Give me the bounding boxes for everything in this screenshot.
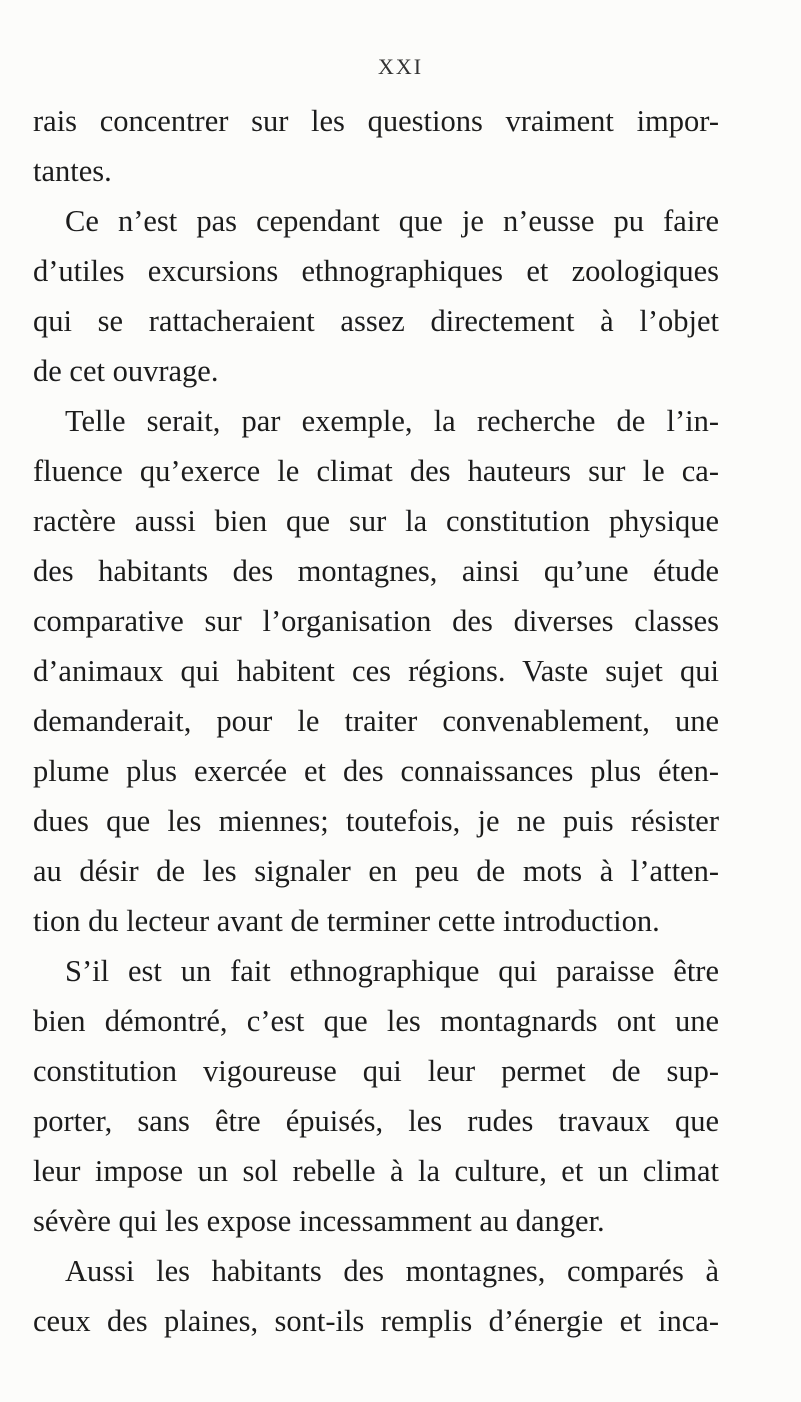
text-line: des habitants des montagnes, ainsi qu’une étude [33, 554, 719, 588]
text-line: de cet ouvrage. [33, 354, 219, 388]
text-line: d’animaux qui habitent ces régions. Vaste sujet qui [33, 654, 719, 688]
text-line: rais concentrer sur les questions vraiment impor- [33, 104, 719, 138]
text-line: tantes. [33, 154, 112, 188]
text-line: sévère qui les expose incessamment au danger. [33, 1204, 605, 1238]
text-line: demanderait, pour le traiter convenablement, une [33, 704, 719, 738]
paragraph-start-line: Telle serait, par exemple, la recherche de l’in- [65, 404, 719, 438]
paragraph-start-line: Ce n’est pas cependant que je n’eusse pu faire [65, 204, 719, 238]
text-line: ceux des plaines, sont-ils remplis d’énergie et inca- [33, 1304, 719, 1338]
text-line: comparative sur l’organisation des diverses classes [33, 604, 719, 638]
text-line: dues que les miennes; toutefois, je ne puis résister [33, 804, 719, 838]
text-line: fluence qu’exerce le climat des hauteurs sur le ca- [33, 454, 719, 488]
text-line: ractère aussi bien que sur la constitution physique [33, 504, 719, 538]
page-number: XXI [377, 54, 424, 79]
text-line: constitution vigoureuse qui leur permet de sup- [33, 1054, 719, 1088]
text-line: d’utiles excursions ethnographiques et zoologiques [33, 254, 719, 288]
text-line: plume plus exercée et des connaissances plus éten- [33, 754, 719, 788]
text-line: porter, sans être épuisés, les rudes travaux que [33, 1104, 719, 1138]
text-line: leur impose un sol rebelle à la culture, et un climat [33, 1154, 719, 1188]
text-line: au désir de les signaler en peu de mots à l’atten- [33, 854, 719, 888]
paragraph-start-line: Aussi les habitants des montagnes, comparés à [65, 1254, 719, 1288]
paragraph-start-line: S’il est un fait ethnographique qui paraisse être [65, 954, 719, 988]
text-line: qui se rattacheraient assez directement à l’objet [33, 304, 719, 338]
text-line: bien démontré, c’est que les montagnards ont une [33, 1004, 719, 1038]
text-line: tion du lecteur avant de terminer cette introduction. [33, 904, 660, 938]
body-text [33, 96, 719, 1346]
